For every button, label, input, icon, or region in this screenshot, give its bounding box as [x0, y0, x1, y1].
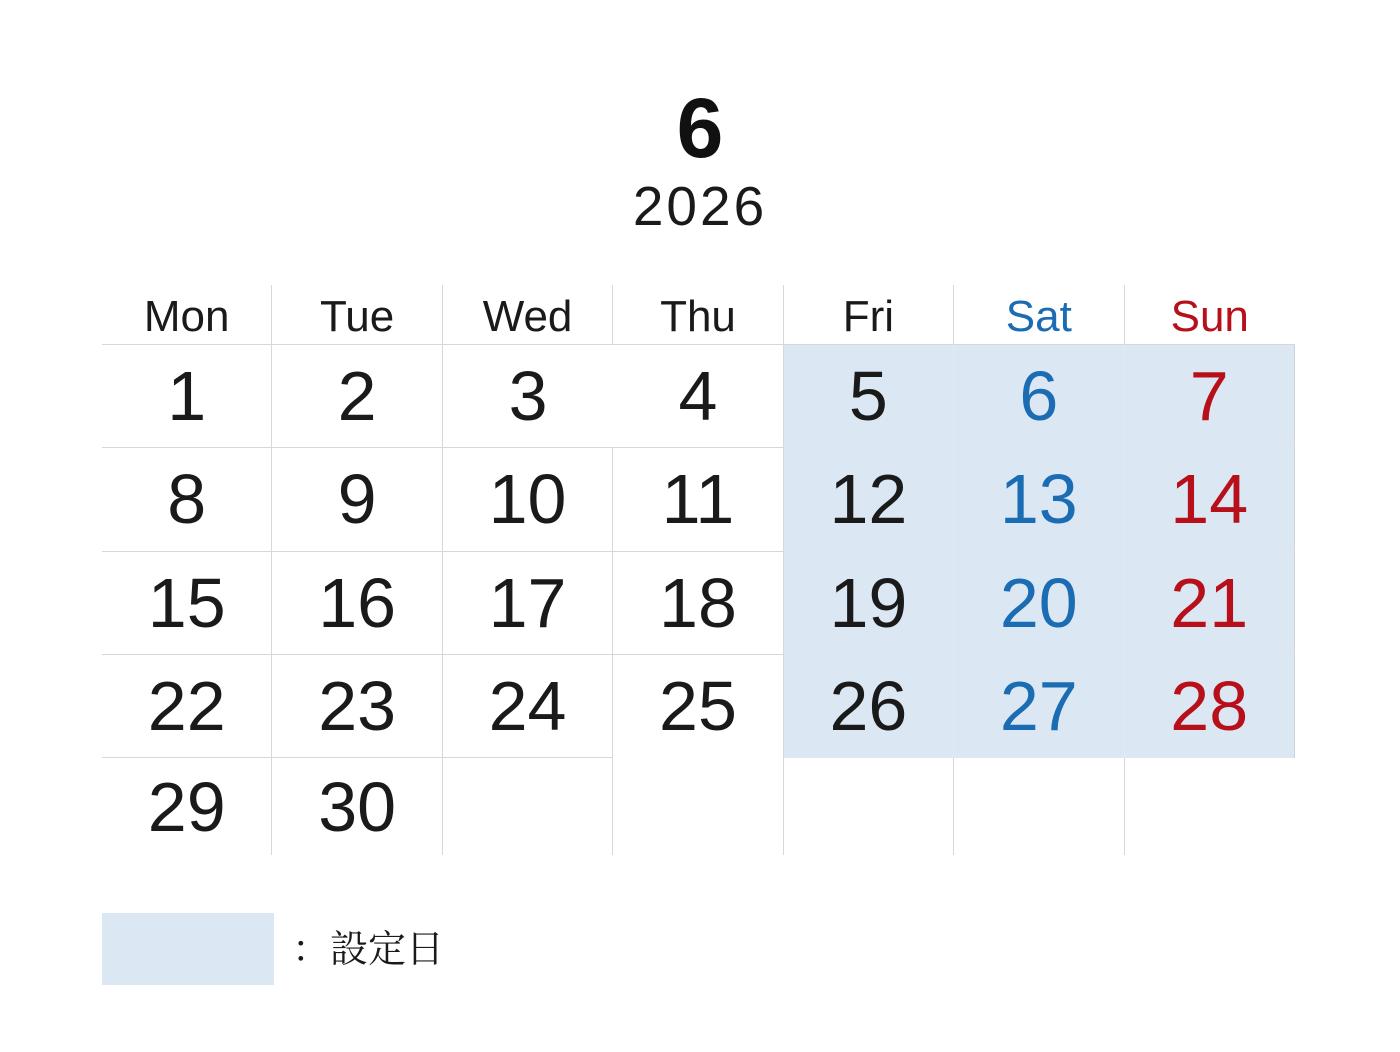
legend-highlight-swatch: [102, 913, 274, 985]
date-cell-21[interactable]: 21: [1125, 552, 1295, 655]
year-title: 2026: [632, 175, 768, 237]
date-cell-25[interactable]: 25: [613, 655, 783, 758]
date-cell-empty-fri: [784, 758, 954, 855]
date-cell-15[interactable]: 15: [102, 552, 272, 655]
weekday-header-thu: Thu: [613, 285, 783, 345]
date-cell-empty-sun: [1125, 758, 1295, 855]
date-cell-3[interactable]: 3: [443, 345, 613, 448]
date-cell-8[interactable]: 8: [102, 448, 272, 551]
date-cell-14[interactable]: 14: [1125, 448, 1295, 551]
date-cell-22[interactable]: 22: [102, 655, 272, 758]
weekday-header-mon: Mon: [102, 285, 272, 345]
date-cell-16[interactable]: 16: [272, 552, 442, 655]
month-title: 6: [676, 81, 724, 175]
weekday-header-tue: Tue: [272, 285, 442, 345]
date-cell-23[interactable]: 23: [272, 655, 442, 758]
weekday-header-sat: Sat: [954, 285, 1124, 345]
date-cell-26[interactable]: 26: [784, 655, 954, 758]
date-cell-empty-wed: [443, 758, 613, 855]
date-cell-29[interactable]: 29: [102, 758, 272, 855]
date-cell-12[interactable]: 12: [784, 448, 954, 551]
date-cell-empty-sat: [954, 758, 1124, 855]
calendar-grid: [102, 285, 1295, 855]
date-cell-19[interactable]: 19: [784, 552, 954, 655]
date-cell-28[interactable]: 28: [1125, 655, 1295, 758]
date-cell-11[interactable]: 11: [613, 448, 783, 551]
date-cell-24[interactable]: 24: [443, 655, 613, 758]
date-cell-30[interactable]: 30: [272, 758, 442, 855]
date-cell-27[interactable]: 27: [954, 655, 1124, 758]
weekday-header-wed: Wed: [443, 285, 613, 345]
date-cell-6[interactable]: 6: [954, 345, 1124, 448]
date-cell-1[interactable]: 1: [102, 345, 272, 448]
date-cell-4[interactable]: 4: [613, 345, 783, 448]
weekday-header-sun: Sun: [1125, 285, 1295, 345]
date-cell-10[interactable]: 10: [443, 448, 613, 551]
date-cell-13[interactable]: 13: [954, 448, 1124, 551]
date-cell-18[interactable]: 18: [613, 552, 783, 655]
date-cell-2[interactable]: 2: [272, 345, 442, 448]
date-cell-9[interactable]: 9: [272, 448, 442, 551]
date-cell-5[interactable]: 5: [784, 345, 954, 448]
weekday-header-fri: Fri: [784, 285, 954, 345]
legend-label: ：設定日: [292, 929, 445, 971]
date-cell-17[interactable]: 17: [443, 552, 613, 655]
date-cell-7[interactable]: 7: [1125, 345, 1295, 448]
date-cell-20[interactable]: 20: [954, 552, 1124, 655]
date-cell-empty-thu: [613, 758, 783, 855]
